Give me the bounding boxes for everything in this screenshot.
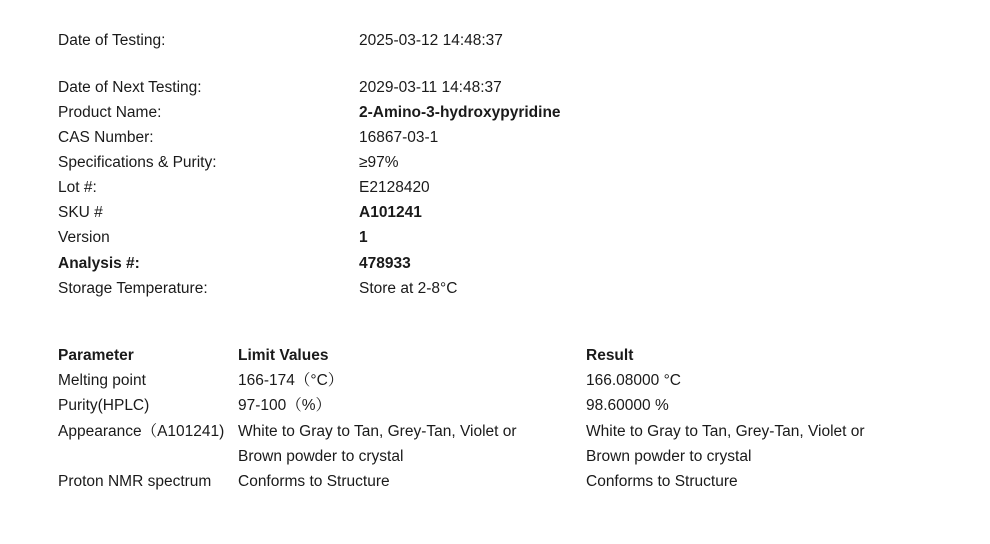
date-of-next-testing-value: 2029-03-11 14:48:37 [359, 79, 502, 96]
analysis-row [0, 251, 990, 276]
sku-row [0, 200, 990, 225]
row-parameter: Appearance（A101241) [58, 423, 225, 440]
sku-label: SKU # [58, 204, 103, 221]
cas-number-value: 16867-03-1 [359, 129, 439, 146]
specifications-value: ≥97% [359, 154, 399, 171]
row-limit: Brown powder to crystal [238, 448, 404, 465]
date-of-next-testing-label: Date of Next Testing: [58, 79, 202, 96]
row-parameter: Proton NMR spectrum [58, 473, 212, 490]
version-value: 1 [359, 229, 368, 246]
header-result: Result [586, 347, 634, 364]
row-limit: White to Gray to Tan, Grey-Tan, Violet or [238, 423, 517, 440]
header-limit-values: Limit Values [238, 347, 329, 364]
storage-value: Store at 2-8°C [359, 280, 458, 297]
cas-number-row [0, 125, 990, 150]
row-result: White to Gray to Tan, Grey-Tan, Violet or [586, 423, 865, 440]
date-of-testing-row [0, 28, 990, 53]
specifications-row [0, 150, 990, 175]
row-result: 98.60000 % [586, 397, 669, 414]
storage-row [0, 276, 990, 301]
row-parameter: Melting point [58, 372, 146, 389]
product-name-value: 2-Amino-3-hydroxypyridine [359, 104, 561, 121]
sku-value: A101241 [359, 204, 422, 221]
analysis-label: Analysis #: [58, 255, 140, 272]
row-limit: 97-100（%） [238, 397, 332, 414]
header-parameter: Parameter [58, 347, 134, 364]
lot-value: E2128420 [359, 179, 430, 196]
specifications-label: Specifications & Purity: [58, 154, 217, 171]
date-of-testing-value: 2025-03-12 14:48:37 [359, 32, 503, 49]
cas-number-label: CAS Number: [58, 129, 154, 146]
lot-label: Lot #: [58, 179, 97, 196]
date-of-testing-label: Date of Testing: [58, 32, 166, 49]
analysis-value: 478933 [359, 255, 411, 272]
version-row [0, 225, 990, 250]
version-label: Version [58, 229, 110, 246]
row-result: Brown powder to crystal [586, 448, 752, 465]
product-name-row [0, 100, 990, 125]
lot-row [0, 175, 990, 200]
row-limit: Conforms to Structure [238, 473, 390, 490]
product-name-label: Product Name: [58, 104, 162, 121]
row-result: Conforms to Structure [586, 473, 738, 490]
row-result: 166.08000 °C [586, 372, 681, 389]
date-of-next-testing-row [0, 75, 990, 100]
storage-label: Storage Temperature: [58, 280, 208, 297]
row-limit: 166-174（°C） [238, 372, 344, 389]
row-parameter: Purity(HPLC) [58, 397, 150, 414]
